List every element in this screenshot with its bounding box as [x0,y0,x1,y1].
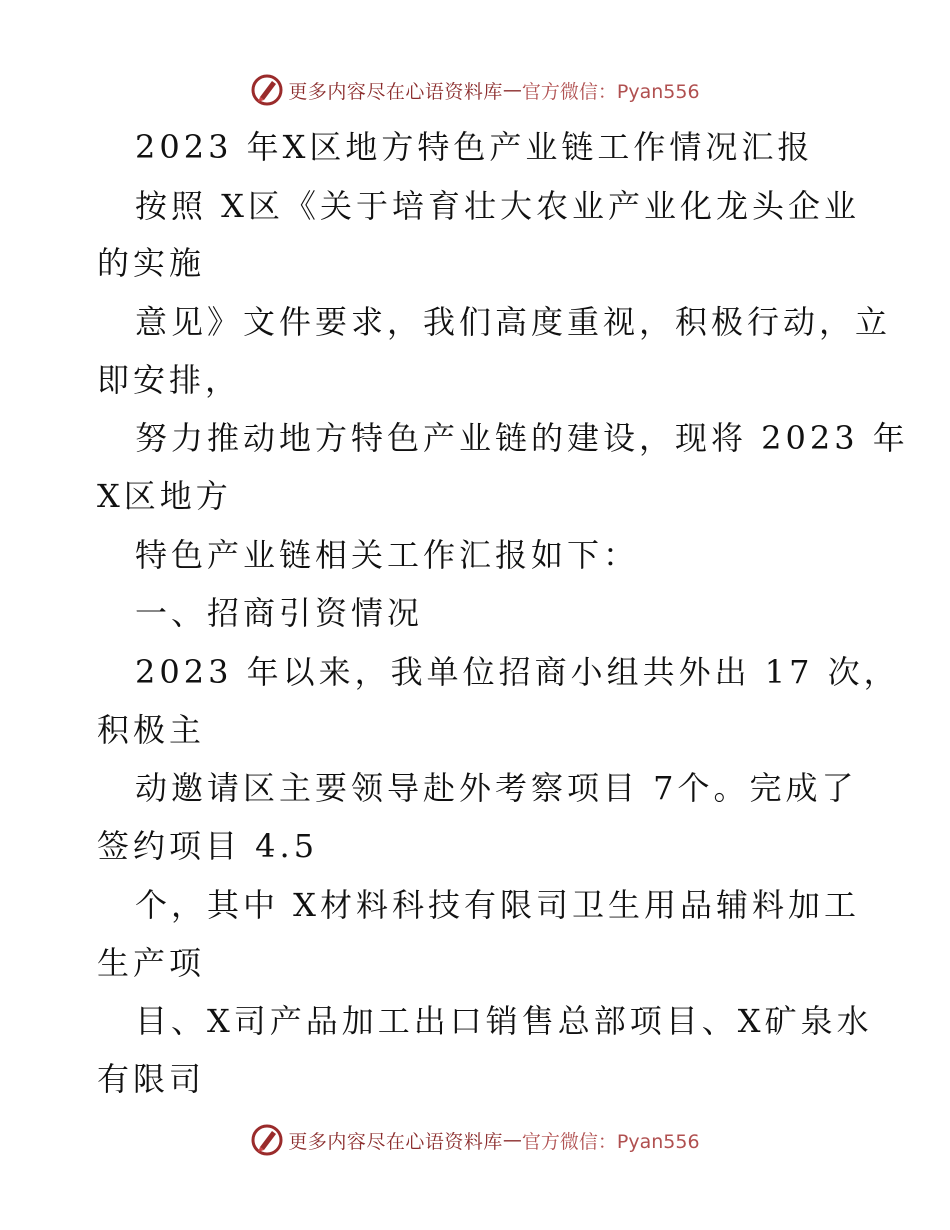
paragraph-line: 有限司 [97,1060,206,1098]
watermark-text: 更多内容尽在心语资料库 [288,80,503,103]
paragraph-line: 目、X司产品加工出口销售总部项目、X矿泉水 [135,1002,873,1040]
paragraph-line: 按照 X区《关于培育壮大农业产业化龙头企业 [135,187,860,225]
pen-logo-icon [250,1123,284,1157]
pen-logo-icon [250,73,284,107]
paragraph-line: 的实施 [97,244,206,282]
paragraph-line: X区地方 [97,477,232,515]
paragraph-line: 意见》文件要求，我们高度重视，积极行动，立 [135,303,892,341]
document-title: 2023 年X区地方特色产业链工作情况汇报 [135,128,814,166]
paragraph-line: 积极主 [97,711,206,749]
footer-watermark [0,1120,950,1160]
paragraph-line: 即安排， [97,361,242,399]
section-heading: 一、招商引资情况 [135,594,424,632]
watermark-separator: — [502,1129,522,1151]
watermark-separator: — [502,79,522,101]
paragraph-line: 个，其中 X材料科技有限司卫生用品辅料加工 [135,886,860,924]
watermark-text: 更多内容尽在心语资料库 [288,1130,503,1153]
watermark-contact: 官方微信：Pyan556 [521,1130,700,1153]
paragraph-line: 努力推动地方特色产业链的建设，现将 2023 年 [135,419,909,457]
paragraph-line: 签约项目 4.5 [97,827,319,865]
paragraph-line: 生产项 [97,944,206,982]
watermark-contact: 官方微信：Pyan556 [521,80,700,103]
header-watermark [0,70,950,110]
paragraph-line: 特色产业链相关工作汇报如下： [135,536,640,574]
paragraph-line: 动邀请区主要领导赴外考察项目 7个。完成了 [135,769,858,807]
paragraph-line: 2023 年以来，我单位招商小组共外出 17 次， [135,653,900,691]
